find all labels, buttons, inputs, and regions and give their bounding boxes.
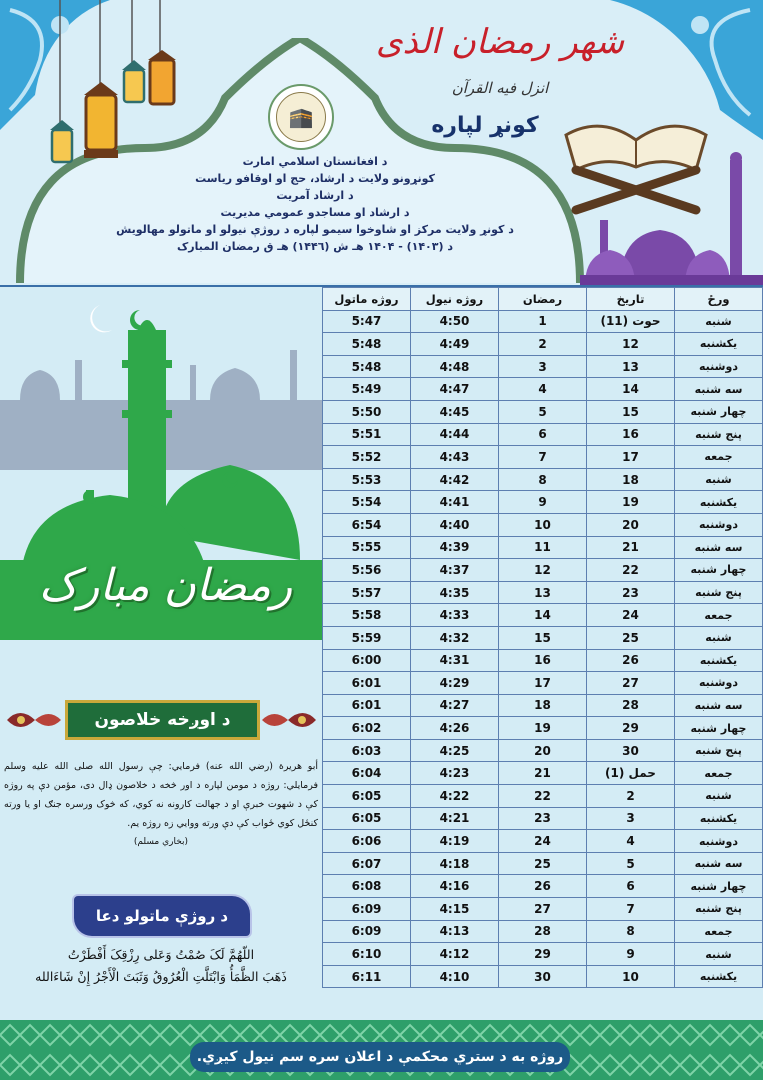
suhur-cell: 4:49 xyxy=(411,333,499,356)
ramadan-cell: 27 xyxy=(499,898,587,921)
date-cell: 6 xyxy=(587,875,675,898)
day-cell: پنج شنبه xyxy=(675,898,763,921)
ramadan-cell: 18 xyxy=(499,694,587,717)
ramadan-cell: 17 xyxy=(499,672,587,695)
ramadan-cell: 4 xyxy=(499,378,587,401)
date-cell: 3 xyxy=(587,807,675,830)
day-cell: دوشنبه xyxy=(675,672,763,695)
day-cell: پنج شنبه xyxy=(675,423,763,446)
suhur-cell: 4:47 xyxy=(411,378,499,401)
suhur-cell: 4:23 xyxy=(411,762,499,785)
iftar-cell: 5:58 xyxy=(323,604,411,627)
iftar-cell: 6:02 xyxy=(323,717,411,740)
day-cell: یکشنبه xyxy=(675,965,763,988)
iftar-cell: 5:48 xyxy=(323,333,411,356)
header-day: ورځ xyxy=(675,288,763,311)
iftar-cell: 5:53 xyxy=(323,468,411,491)
suhur-cell: 4:39 xyxy=(411,536,499,559)
iftar-cell: 6:06 xyxy=(323,830,411,853)
table-row xyxy=(323,626,763,649)
lanterns-icon xyxy=(40,0,190,175)
title-calligraphy-main: شهر رمضان الذی xyxy=(375,22,625,62)
table-row xyxy=(323,333,763,356)
date-cell: 9 xyxy=(587,943,675,966)
suhur-cell: 4:22 xyxy=(411,785,499,808)
mosque-artwork-icon xyxy=(0,290,322,685)
header-date: تاریخ xyxy=(587,288,675,311)
table-row xyxy=(323,446,763,469)
date-cell: 13 xyxy=(587,355,675,378)
header xyxy=(0,0,763,285)
iftar-cell: 6:07 xyxy=(323,852,411,875)
table-row xyxy=(323,739,763,762)
date-cell: 16 xyxy=(587,423,675,446)
suhur-cell: 4:48 xyxy=(411,355,499,378)
table-row xyxy=(323,536,763,559)
day-cell: یکشنبه xyxy=(675,491,763,514)
table-row xyxy=(323,581,763,604)
suhur-cell: 4:40 xyxy=(411,513,499,536)
ramadan-cell: 2 xyxy=(499,333,587,356)
header-line: د افغانستان اسلامي امارت xyxy=(242,155,388,168)
day-cell: جمعه xyxy=(675,604,763,627)
date-cell: 26 xyxy=(587,649,675,672)
hadith-text xyxy=(4,757,318,852)
suhur-cell: 4:10 xyxy=(411,965,499,988)
table-row xyxy=(323,423,763,446)
suhur-cell: 4:21 xyxy=(411,807,499,830)
table-row xyxy=(323,830,763,853)
iftar-cell: 5:57 xyxy=(323,581,411,604)
ramadan-cell: 10 xyxy=(499,513,587,536)
ramadan-cell: 25 xyxy=(499,852,587,875)
day-cell: چهار شنبه xyxy=(675,717,763,740)
day-cell: یکشنبه xyxy=(675,649,763,672)
footer xyxy=(0,1020,763,1080)
day-cell: شنبه xyxy=(675,785,763,808)
suhur-cell: 4:45 xyxy=(411,400,499,423)
ramadan-cell: 7 xyxy=(499,446,587,469)
ramadan-cell: 8 xyxy=(499,468,587,491)
iftar-cell: 5:50 xyxy=(323,400,411,423)
iftar-cell: 5:49 xyxy=(323,378,411,401)
dua-text xyxy=(6,944,316,988)
iftar-cell: 6:01 xyxy=(323,694,411,717)
suhur-cell: 4:15 xyxy=(411,898,499,921)
iftar-cell: 5:47 xyxy=(323,310,411,333)
ornament-left-icon xyxy=(5,706,63,734)
day-cell: جمعه xyxy=(675,920,763,943)
iftar-cell: 6:05 xyxy=(323,807,411,830)
header-lines xyxy=(116,153,514,255)
table-row xyxy=(323,491,763,514)
suhur-cell: 4:25 xyxy=(411,739,499,762)
suhur-cell: 4:35 xyxy=(411,581,499,604)
table-row xyxy=(323,559,763,582)
iftar-cell: 5:56 xyxy=(323,559,411,582)
date-cell: 17 xyxy=(587,446,675,469)
table-row xyxy=(323,898,763,921)
day-cell: سه شنبه xyxy=(675,852,763,875)
day-cell: چهار شنبه xyxy=(675,400,763,423)
table-row xyxy=(323,468,763,491)
day-cell: شنبه xyxy=(675,626,763,649)
table-row xyxy=(323,875,763,898)
ramadan-cell: 11 xyxy=(499,536,587,559)
ramadan-cell: 6 xyxy=(499,423,587,446)
date-cell: 25 xyxy=(587,626,675,649)
date-cell: 24 xyxy=(587,604,675,627)
suhur-cell: 4:27 xyxy=(411,694,499,717)
dua-title: د روژې ماتولو دعا xyxy=(74,896,250,936)
date-cell: 10 xyxy=(587,965,675,988)
date-cell: 14 xyxy=(587,378,675,401)
ramadan-cell: 5 xyxy=(499,400,587,423)
table-row xyxy=(323,920,763,943)
day-cell: شنبه xyxy=(675,310,763,333)
ramadan-cell: 3 xyxy=(499,355,587,378)
date-cell: 28 xyxy=(587,694,675,717)
day-cell: جمعه xyxy=(675,446,763,469)
header-line: د ارشاد او مساجدو عمومي مدیریت xyxy=(220,206,410,219)
ramadan-cell: 16 xyxy=(499,649,587,672)
date-cell: 20 xyxy=(587,513,675,536)
mosque-silhouette-right-icon xyxy=(580,150,763,285)
date-cell: 27 xyxy=(587,672,675,695)
fasting-title: د اوږخه خلاصون xyxy=(65,700,260,740)
date-cell: 8 xyxy=(587,920,675,943)
suhur-cell: 4:33 xyxy=(411,604,499,627)
date-cell: 30 xyxy=(587,739,675,762)
suhur-cell: 4:31 xyxy=(411,649,499,672)
day-cell: دوشنبه xyxy=(675,513,763,536)
iftar-cell: 6:10 xyxy=(323,943,411,966)
header-iftar: روژه ماتول xyxy=(323,288,411,311)
iftar-cell: 5:55 xyxy=(323,536,411,559)
table-row xyxy=(323,604,763,627)
suhur-cell: 4:26 xyxy=(411,717,499,740)
ministry-emblem xyxy=(268,84,334,150)
table-row xyxy=(323,672,763,695)
date-cell: 4 xyxy=(587,830,675,853)
hadith-source: (بخاري مسلم) xyxy=(133,837,189,847)
table-row xyxy=(323,785,763,808)
date-cell: 5 xyxy=(587,852,675,875)
table-row xyxy=(323,649,763,672)
day-cell: سه شنبه xyxy=(675,378,763,401)
ramadan-cell: 24 xyxy=(499,830,587,853)
table-row xyxy=(323,717,763,740)
date-cell: 18 xyxy=(587,468,675,491)
suhur-cell: 4:18 xyxy=(411,852,499,875)
table-row xyxy=(323,400,763,423)
table-row xyxy=(323,355,763,378)
suhur-cell: 4:12 xyxy=(411,943,499,966)
day-cell: شنبه xyxy=(675,468,763,491)
day-cell: یکشنبه xyxy=(675,333,763,356)
table-row xyxy=(323,310,763,333)
footer-note: روژه به د ستري محکمې د اعلان سره سم نیول کیږي. xyxy=(196,1049,564,1065)
iftar-cell: 5:54 xyxy=(323,491,411,514)
ramadan-cell: 14 xyxy=(499,604,587,627)
day-cell: دوشنبه xyxy=(675,355,763,378)
iftar-cell: 6:01 xyxy=(323,672,411,695)
day-cell: پنج شنبه xyxy=(675,739,763,762)
ramadan-cell: 15 xyxy=(499,626,587,649)
date-cell: 22 xyxy=(587,559,675,582)
day-cell: پنج شنبه xyxy=(675,581,763,604)
header-line: کونړونو ولایت د ارشاد، حج او اوقافو ریاست xyxy=(195,172,435,185)
ramadan-mubarak-calligraphy: رمضان مبارک xyxy=(38,560,293,611)
iftar-cell: 6:08 xyxy=(323,875,411,898)
ramadan-cell: 26 xyxy=(499,875,587,898)
table-row xyxy=(323,762,763,785)
table-row xyxy=(323,852,763,875)
date-cell: 21 xyxy=(587,536,675,559)
day-cell: سه شنبه xyxy=(675,536,763,559)
ramadan-cell: 30 xyxy=(499,965,587,988)
iftar-cell: 5:48 xyxy=(323,355,411,378)
iftar-cell: 5:52 xyxy=(323,446,411,469)
table-row xyxy=(323,807,763,830)
date-cell: 19 xyxy=(587,491,675,514)
table-row xyxy=(323,965,763,988)
fasting-banner xyxy=(5,700,315,740)
date-cell: حوت (11) xyxy=(587,310,675,333)
day-cell: چهار شنبه xyxy=(675,875,763,898)
iftar-cell: 5:51 xyxy=(323,423,411,446)
header-suhur: روژه نیول xyxy=(411,288,499,311)
header-line: د کونړ ولایت مرکز او شاوخوا سیمو لپاره د روژې نیولو او ماتولو مهالویش xyxy=(116,223,514,236)
suhur-cell: 4:16 xyxy=(411,875,499,898)
ramadan-cell: 29 xyxy=(499,943,587,966)
ramadan-cell: 28 xyxy=(499,920,587,943)
ramadan-cell: 23 xyxy=(499,807,587,830)
title-calligraphy xyxy=(360,22,640,102)
lantern-large xyxy=(84,82,118,158)
suhur-cell: 4:43 xyxy=(411,446,499,469)
ornament-right-icon xyxy=(260,706,318,734)
iftar-cell: 6:09 xyxy=(323,920,411,943)
iftar-cell: 6:05 xyxy=(323,785,411,808)
ramadan-cell: 9 xyxy=(499,491,587,514)
date-cell: 2 xyxy=(587,785,675,808)
ramadan-cell: 13 xyxy=(499,581,587,604)
subtitle-kunar: کونړ لپاره xyxy=(431,113,539,138)
suhur-cell: 4:37 xyxy=(411,559,499,582)
suhur-cell: 4:41 xyxy=(411,491,499,514)
header-line: د (۱۴۰۳) - ۱۴۰۴ هـ ش (۱۴۴٦) هـ ق رمضان المبارک xyxy=(176,240,453,253)
header-line: د ارشاد آمریت xyxy=(276,189,354,202)
ramadan-cell: 20 xyxy=(499,739,587,762)
dua-line: ذَهَبَ الظَّمَأُ وَابْتَلَّتِ الْعُرُوقُ وَثَبَتَ الْأَجْرُ إِنْ شَاءَالله xyxy=(35,969,287,984)
suhur-cell: 4:32 xyxy=(411,626,499,649)
suhur-cell: 4:44 xyxy=(411,423,499,446)
iftar-cell: 6:04 xyxy=(323,762,411,785)
iftar-cell: 5:59 xyxy=(323,626,411,649)
dua-line: اللّهُمَّ لَکَ صُمْتُ وَعَلی رِزْقِکَ أَفْطَرْتُ xyxy=(67,947,255,962)
iftar-cell: 6:54 xyxy=(323,513,411,536)
ramadan-cell: 12 xyxy=(499,559,587,582)
day-cell: چهار شنبه xyxy=(675,559,763,582)
date-cell: 29 xyxy=(587,717,675,740)
suhur-cell: 4:19 xyxy=(411,830,499,853)
table-header-row xyxy=(323,288,763,311)
date-cell: حمل (1) xyxy=(587,762,675,785)
suhur-cell: 4:42 xyxy=(411,468,499,491)
suhur-cell: 4:13 xyxy=(411,920,499,943)
iftar-cell: 6:00 xyxy=(323,649,411,672)
table-row xyxy=(323,513,763,536)
date-cell: 12 xyxy=(587,333,675,356)
day-cell: جمعه xyxy=(675,762,763,785)
schedule-table xyxy=(322,287,763,988)
date-cell: 15 xyxy=(587,400,675,423)
kaaba-icon: 🕋 xyxy=(276,92,326,142)
table-row xyxy=(323,694,763,717)
table-row xyxy=(323,378,763,401)
ramadan-cell: 19 xyxy=(499,717,587,740)
ramadan-cell: 22 xyxy=(499,785,587,808)
date-cell: 23 xyxy=(587,581,675,604)
hadith-body: أبو هريرة (رضي الله عنه) فرمايي: چې رسول الله صلى الله عليه وسلم فرمايلي: روژه د مومن لپاره د اور څخه د خلاصون ډال دی، مؤمن دې په روژه کې د شهوت خبرې او د جهالت کارونه نه کوي، که څوک ورسره جنګ او یا ورته کنځل کوي ځواب کې دې ورته ووايي زه روژه يم. xyxy=(4,761,318,829)
iftar-cell: 6:11 xyxy=(323,965,411,988)
suhur-cell: 4:50 xyxy=(411,310,499,333)
title-calligraphy-small: انزل فیه القرآن xyxy=(451,79,549,97)
table-row xyxy=(323,943,763,966)
header-ramadan: رمضان xyxy=(499,288,587,311)
day-cell: سه شنبه xyxy=(675,694,763,717)
day-cell: شنبه xyxy=(675,943,763,966)
date-cell: 7 xyxy=(587,898,675,921)
day-cell: دوشنبه xyxy=(675,830,763,853)
day-cell: یکشنبه xyxy=(675,807,763,830)
ramadan-cell: 1 xyxy=(499,310,587,333)
iftar-cell: 6:09 xyxy=(323,898,411,921)
suhur-cell: 4:29 xyxy=(411,672,499,695)
ramadan-cell: 21 xyxy=(499,762,587,785)
iftar-cell: 6:03 xyxy=(323,739,411,762)
